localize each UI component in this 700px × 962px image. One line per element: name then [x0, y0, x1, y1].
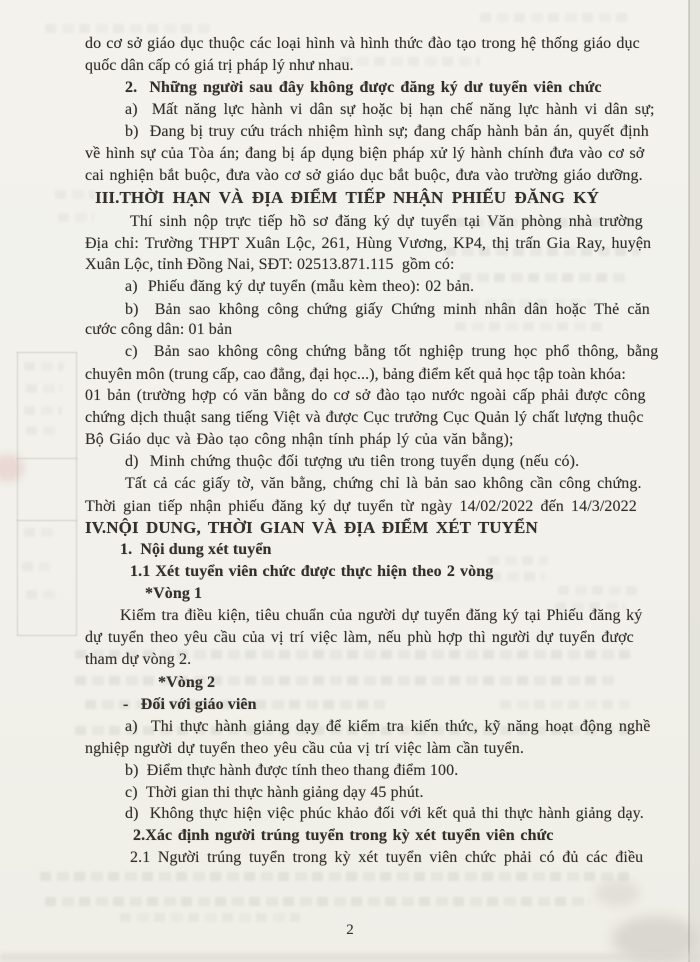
bleedthrough-artifact [558, 586, 638, 595]
text-line: Kiểm tra điều kiện, tiêu chuẩn của người dự tuyển đăng ký tại Phiếu đăng ký [120, 607, 643, 624]
text-line: 2. Những người sau đây không được đăng ký dư tuyển viên chức [125, 79, 602, 96]
text-line: Bộ Giáo dục và Đào tạo công nhận tính pháp lý của văn bằng); [85, 431, 514, 448]
text-line: III.THỜI HẠN VÀ ĐỊA ĐIỂM TIẾP NHẬN PHIẾU ĐĂNG KÝ [95, 188, 599, 207]
text-line: nghiệp người dự tuyển theo yêu cầu của vị trí việc làm cần tuyển. [85, 740, 524, 757]
scan-smudge [0, 454, 24, 482]
text-line: Xuân Lộc, tỉnh Đồng Nai, SĐT: 02513.871.115 gồm có: [85, 256, 455, 273]
page-bottom-shadow [0, 953, 700, 962]
text-line: cước công dân: 01 bản [85, 321, 233, 338]
bleedthrough-artifact [490, 572, 545, 581]
table-bleed-line [17, 352, 77, 353]
text-line: c) Thời gian thi thực hành giảng dạy 45 phút. [125, 784, 424, 801]
table-bleed-line [17, 352, 18, 635]
bleedthrough-artifact [24, 362, 64, 371]
text-line: cai nghiện bắt buộc, đưa vào cơ sở giáo dục bắt buộc, đưa vào trường giáo dưỡng. [85, 167, 643, 184]
bleedthrough-artifact [460, 273, 625, 282]
text-line: a) Phiếu đăng ký dự tuyển (mẫu kèm theo): 02 bản. [125, 278, 475, 295]
bleedthrough-artifact [26, 590, 56, 599]
text-line: chuyên môn (trung cấp, cao đẳng, đại học...), bảng điểm kết quả học tập toàn khóa: [85, 366, 626, 383]
page-number: 2 [346, 922, 354, 938]
text-line: chứng dịch thuật sang tiếng Việt và được Cục trưởng Cục Quản lý chất lượng thuộc [85, 409, 644, 426]
text-line: do cơ sở giáo dục thuộc các loại hình và hình thức đào tạo trong hệ thống giáo dục [85, 35, 640, 52]
bleedthrough-artifact [75, 676, 615, 685]
text-line: *Vòng 1 [145, 585, 203, 602]
text-line: a) Thi thực hành giảng dạy để kiểm tra kiến thức, kỹ năng hoạt động nghề [125, 718, 651, 735]
bleedthrough-artifact [24, 406, 62, 415]
bleedthrough-artifact [26, 384, 62, 393]
bleedthrough-artifact [40, 872, 635, 881]
text-line: 1. Nội dung xét tuyển [120, 541, 272, 558]
table-bleed-line [17, 520, 77, 521]
bleedthrough-artifact [455, 322, 605, 331]
text-line: quốc dân cấp có giá trị pháp lý như nhau. [85, 57, 354, 74]
bleedthrough-artifact [45, 24, 210, 33]
bleedthrough-artifact [120, 913, 300, 922]
page-edge-shadow [689, 0, 700, 962]
bleedthrough-artifact [58, 213, 94, 222]
text-line: b) Điểm thực hành được tính theo thang điểm 100. [125, 762, 459, 779]
page-edge-line [688, 0, 690, 962]
bleedthrough-artifact [22, 562, 50, 571]
text-line: về hình sự của Tòa án; đang bị áp dụng biện pháp xử lý hành chính đưa vào cơ sở [85, 145, 645, 162]
bleedthrough-artifact [26, 426, 58, 435]
table-bleed-line [76, 352, 77, 635]
text-line: Thí sinh nộp trực tiếp hồ sơ đăng ký dự tuyển tại Văn phòng nhà trường [130, 213, 643, 230]
text-line: Địa chỉ: Trường THPT Xuân Lộc, 261, Hùng Vương, KP4, thị trấn Gia Ray, huyện [85, 235, 652, 252]
text-line: 1.1 Xét tuyển viên chức được thực hiện theo 2 vòng [130, 563, 494, 580]
bleedthrough-artifact [500, 700, 630, 709]
text-line: Tất cả các giấy tờ, văn bằng, chứng chỉ là bản sao không cần công chứng. [125, 475, 642, 492]
text-line: c) Bản sao không công chứng bằng tốt nghiệp trung học phổ thông, bằng [125, 343, 659, 360]
text-line: 2.Xác định người trúng tuyển trong kỳ xét tuyển viên chức [133, 827, 554, 844]
text-line: 01 bản (trường hợp có văn bằng do cơ sở đào tạo nước ngoài cấp phải được công [85, 387, 646, 404]
text-line: *Vòng 2 [158, 674, 216, 691]
bleedthrough-artifact [488, 556, 548, 565]
bleedthrough-artifact [480, 13, 630, 22]
text-line: d) Không thực hiện việc phúc khảo đối với kết quả thi thực hành giảng dạy. [125, 805, 644, 822]
text-line: IV.NỘI DUNG, THỜI GIAN VÀ ĐỊA ĐIỂM XÉT TUYỂN [85, 518, 538, 537]
bleedthrough-artifact [45, 897, 590, 906]
text-line: 2.1 Người trúng tuyển trong kỳ xét tuyển viên chức phải có đủ các điều [130, 849, 644, 866]
text-line: b) Đang bị truy cứu trách nhiệm hình sự; đang chấp hành bản án, quyết định [125, 123, 649, 140]
text-line: tham dự vòng 2. [85, 651, 192, 668]
bleedthrough-artifact [340, 57, 480, 66]
bleedthrough-artifact [55, 190, 95, 199]
text-line: dự tuyển theo yêu cầu của vị trí việc làm, nếu phù hợp thì người dự tuyển được [85, 629, 634, 646]
text-line: a) Mất năng lực hành vi dân sự hoặc bị hạn chế năng lực hành vi dân sự; [125, 101, 655, 118]
table-bleed-line [17, 635, 77, 636]
text-line: - Đối với giáo viên [123, 696, 257, 713]
text-line: Thời gian tiếp nhận phiếu đăng ký dự tuyển từ ngày 14/02/2022 đến 14/3/2022 [85, 498, 637, 515]
text-line: b) Bản sao không công chứng giấy Chứng minh nhân dân hoặc Thẻ căn [125, 301, 650, 318]
scan-smudge [595, 880, 640, 906]
bleedthrough-artifact [24, 528, 54, 537]
table-bleed-line [17, 458, 77, 459]
text-line: d) Minh chứng thuộc đối tượng ưu tiên trong tuyển dụng (nếu có). [125, 453, 580, 470]
